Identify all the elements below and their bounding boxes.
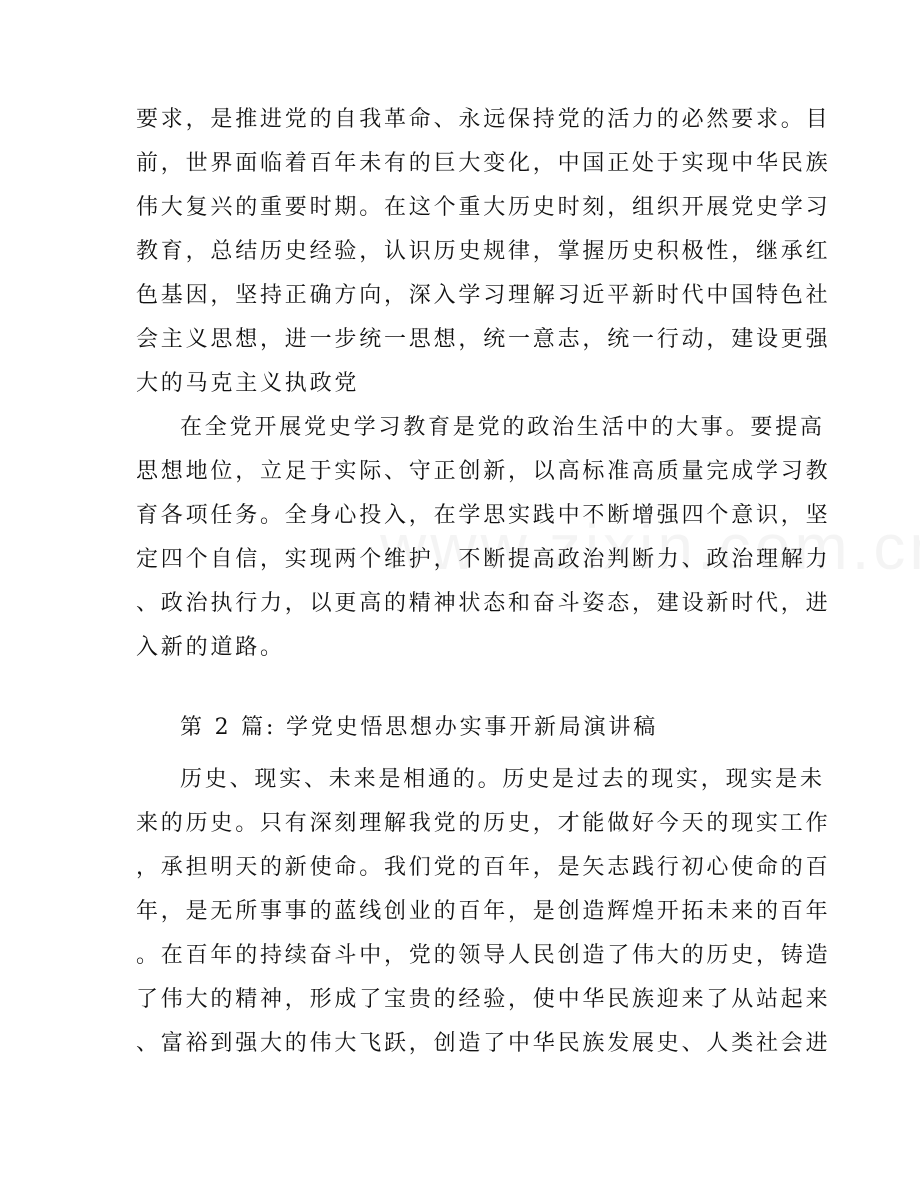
section-heading-text: 第 2 篇: 学党史悟思想办实事开新局演讲稿 <box>180 715 658 740</box>
paragraph-line: 。在百年的持续奋斗中，党的领导人民创造了伟大的历史，铸造 <box>136 943 831 968</box>
paragraph-2 <box>136 406 831 670</box>
paragraph-line: 思想地位，立足于实际、守正创新，以高标准高质量完成学习教 <box>136 459 831 484</box>
paragraph-line: 在全党开展党史学习教育是党的政治生活中的大事。要提高 <box>180 415 825 440</box>
paragraph-line: 年，是无所事事的蓝线创业的百年，是创造辉煌开拓未来的百年 <box>136 899 831 924</box>
paragraph-line: 要求，是推进党的自我革命、永远保持党的活力的必然要求。目 <box>136 107 831 132</box>
paragraph-line: 会主义思想，进一步统一思想，统一意志，统一行动，建设更强 <box>136 327 831 352</box>
paragraph-line: 前，世界面临着百年未有的巨大变化，中国正处于实现中华民族 <box>136 151 831 176</box>
section-heading <box>136 706 788 750</box>
paragraph-3 <box>136 758 831 1066</box>
paragraph-line: 教育，总结历史经验，认识历史规律，掌握历史积极性，继承红 <box>136 239 831 264</box>
paragraph-line: 育各项任务。全身心投入，在学思实践中不断增强四个意识，坚 <box>136 503 831 528</box>
paragraph-line: 来的历史。只有深刻理解我党的历史，才能做好今天的现实工作 <box>136 811 831 836</box>
paragraph-line: 历史、现实、未来是相通的。历史是过去的现实，现实是未 <box>180 767 825 792</box>
paragraph-line: 大的马克主义执政党 <box>136 371 360 396</box>
paragraph-line: 了伟大的精神，形成了宝贵的经验，使中华民族迎来了从站起来 <box>136 987 831 1012</box>
paragraph-line: 伟大复兴的重要时期。在这个重大历史时刻，组织开展党史学习 <box>136 195 831 220</box>
paragraph-line: 色基因，坚持正确方向，深入学习理解习近平新时代中国特色社 <box>136 283 831 308</box>
paragraph-1 <box>136 98 831 406</box>
paragraph-line: ，承担明天的新使命。我们党的百年，是矢志践行初心使命的百 <box>136 855 831 880</box>
paragraph-line: 入新的道路。 <box>136 635 285 660</box>
paragraph-line: 、富裕到强大的伟大飞跃，创造了中华民族发展史、人类社会进 <box>136 1031 831 1056</box>
paragraph-line: 、政治执行力，以更高的精神状态和奋斗姿态，建设新时代，进 <box>136 591 831 616</box>
paragraph-line: 定四个自信，实现两个维护，不断提高政治判断力、政治理解力 <box>136 547 831 572</box>
